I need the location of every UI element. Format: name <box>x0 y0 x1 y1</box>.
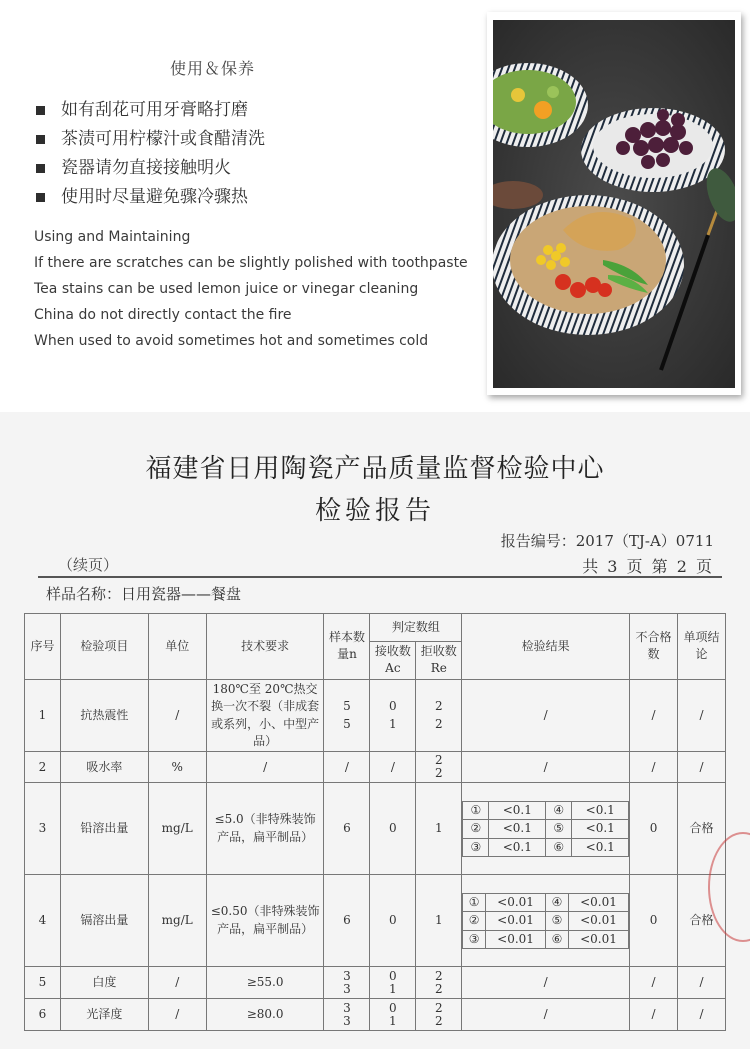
result-subtable-cell <box>462 783 630 875</box>
square-bullet-icon <box>36 164 45 173</box>
care-bullet: 茶渍可用柠檬汁或食醋清洗 <box>36 125 265 154</box>
care-bullet-list <box>36 96 265 212</box>
lead-result-subtable: ① <0.1 ④ <0.1 ② <0.1 ⑤ <0.1 ③ <0.1 ⑥ <0.1 <box>462 801 629 857</box>
header-result: 检验结果 <box>462 614 630 680</box>
header-item: 检验项目 <box>60 614 148 680</box>
table-row: 2 吸水率 % / / / 2 2 / / / <box>25 752 726 783</box>
header-judge-group: 判定数组 <box>370 614 462 642</box>
header-reject: 拒收数 Re <box>416 642 462 680</box>
result-subtable-cell <box>462 875 630 967</box>
header-conclusion: 单项结论 <box>678 614 726 680</box>
product-photo-frame <box>487 12 741 395</box>
header-requirement: 技术要求 <box>206 614 324 680</box>
table-row: 3 铅溶出量 mg/L ≤5.0（非特殊装饰产品，扁平制品） 6 0 1 ① <0.1 ④ <0.1 ② <0.1 ⑤ <0.1 ③ <0.1 ⑥ <0.1 0 合格 <box>25 783 726 875</box>
cadmium-result-subtable: ① <0.01 ④ <0.01 ② <0.01 ⑤ <0.01 ③ <0.01 ⑥ <0.01 <box>462 893 629 949</box>
table-row: 6 光泽度 / ≥80.0 3 3 0 1 2 2 / / / <box>25 999 726 1031</box>
page-count: 共 3 页 第 2 页 <box>582 557 714 576</box>
results-table <box>24 613 726 1031</box>
square-bullet-icon <box>36 135 45 144</box>
table-row: 5 白度 / ≥55.0 3 3 0 1 2 2 / / / <box>25 967 726 999</box>
care-bullet: 瓷器请勿直接接触明火 <box>36 154 265 183</box>
inspection-report <box>0 412 750 1049</box>
product-photo <box>493 20 735 388</box>
square-bullet-icon <box>36 106 45 115</box>
english-line: Using and Maintaining <box>34 229 191 245</box>
header-no: 序号 <box>25 614 61 680</box>
care-english-text <box>34 224 468 354</box>
header-sample-size: 样本数量n <box>324 614 370 680</box>
report-number: 报告编号：2017（TJ-A）0711 <box>500 532 714 550</box>
header-accept: 接收数 Ac <box>370 642 416 680</box>
header-unit: 单位 <box>148 614 206 680</box>
english-line: If there are scratches can be slightly polished with toothpaste <box>34 255 468 271</box>
care-section <box>0 0 750 410</box>
header-fail-count: 不合格数 <box>630 614 678 680</box>
care-bullet: 如有刮花可用牙膏略打磨 <box>36 96 265 125</box>
table-row: 1 抗热震性 / 180℃至 20℃热交换一次不裂（非成套或系列，小、中型产品） 5 5 0 1 2 2 / / / <box>25 679 726 752</box>
english-line: Tea stains can be used lemon juice or vinegar cleaning <box>34 281 419 297</box>
table-row: 4 镉溶出量 mg/L ≤0.50（非特殊装饰产品，扁平制品） 6 0 1 ① <0.01 ④ <0.01 ② <0.01 ⑤ <0.01 ③ <0.01 ⑥ <0.01 0 合格 <box>25 875 726 967</box>
care-bullet: 使用时尽量避免骤冷骤热 <box>36 183 265 212</box>
sample-name: 样品名称：日用瓷器——餐盘 <box>46 585 242 603</box>
square-bullet-icon <box>36 193 45 202</box>
report-title: 检验报告 <box>314 496 435 526</box>
english-line: When used to avoid sometimes hot and sometimes cold <box>34 333 429 349</box>
english-line: China do not directly contact the fire <box>34 307 292 323</box>
divider <box>38 576 722 578</box>
report-institution-title: 福建省日用陶瓷产品质量监督检验中心 <box>145 454 605 484</box>
continued-label: （续页） <box>58 556 119 574</box>
care-title: 使用＆保养 <box>170 59 256 78</box>
